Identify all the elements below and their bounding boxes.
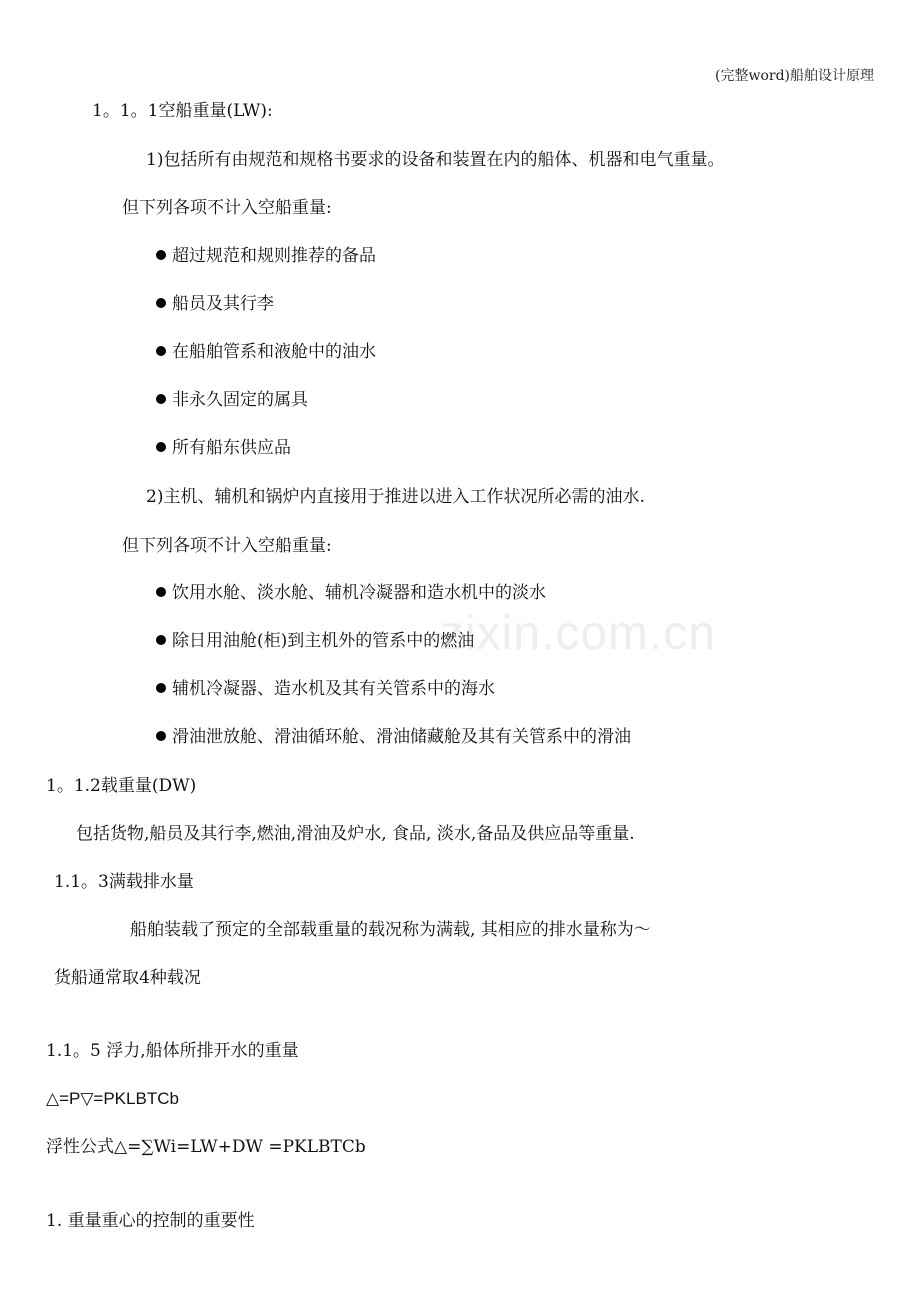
exclusion-item-text: 饮用水舱、淡水舱、辅机冷凝器和造水机中的淡水 [172,583,546,603]
bullet-icon [156,683,166,693]
exclusion-item-text: 滑油泄放舱、滑油循环舱、滑油储藏舱及其有关管系中的滑油 [172,727,631,747]
cargo-ship-load-conditions: 货船通常取4种载况 [54,968,201,988]
section-1-1-2-heading: 1。1.2载重量(DW) [46,776,197,796]
lightship-definition-item-1: 1)包括所有由规范和规格书要求的设备和装置在内的船体、机器和电气重量。 [146,150,725,170]
exclusion-item-text: 超过规范和规则推荐的备品 [172,246,376,266]
full-load-definition: 船舶装载了预定的全部载重量的载况称为满载, 其相应的排水量称为～ [130,920,651,940]
bullet-icon [156,442,166,452]
watermark: zixin.com.cn [440,607,717,660]
bullet-icon [156,346,166,356]
exclusion-item [156,293,274,315]
section-1-1-5-heading: 1.1。5 浮力,船体所排开水的重量 [46,1041,299,1061]
exclusion-item-text: 船员及其行李 [172,294,274,314]
deadweight-definition: 包括货物,船员及其行李,燃油,滑油及炉水, 食品, 淡水,备品及供应品等重量. [76,824,635,844]
bullet-icon [156,587,166,597]
buoyancy-formula: 浮性公式△=∑Wi=LW+DW =PKLBTCb [46,1137,366,1157]
exclusions-intro-1: 但下列各项不计入空船重量: [122,198,332,218]
exclusion-item [156,245,376,267]
exclusion-item [156,341,376,363]
exclusion-item [156,630,474,652]
exclusion-item-text: 所有船东供应品 [172,438,291,458]
bullet-icon [156,250,166,260]
exclusion-item-text: 非永久固定的属具 [172,390,308,410]
exclusion-item [156,582,546,604]
section-2-heading: 1. 重量重心的控制的重要性 [46,1211,255,1231]
lightship-definition-item-2: 2)主机、辅机和锅炉内直接用于推进以进入工作状况所必需的油水. [146,487,645,507]
bullet-icon [156,731,166,741]
exclusion-item [156,389,308,411]
bullet-icon [156,635,166,645]
bullet-icon [156,298,166,308]
bullet-icon [156,394,166,404]
displacement-formula: △=P▽=PKLBTCb [46,1089,179,1108]
exclusion-item [156,437,291,459]
exclusions-intro-2: 但下列各项不计入空船重量: [122,536,332,556]
exclusion-item [156,678,495,700]
exclusion-item [156,726,631,748]
section-1-1-3-heading: 1.1。3满载排水量 [54,872,194,892]
exclusion-item-text: 在船舶管系和液舱中的油水 [172,342,376,362]
exclusion-item-text: 辅机冷凝器、造水机及其有关管系中的海水 [172,679,495,699]
page-header-title: (完整word)船舶设计原理 [715,68,874,84]
exclusion-item-text: 除日用油舱(柜)到主机外的管系中的燃油 [172,631,475,651]
section-1-1-1-heading: 1。1。1空船重量(LW): [92,101,273,121]
